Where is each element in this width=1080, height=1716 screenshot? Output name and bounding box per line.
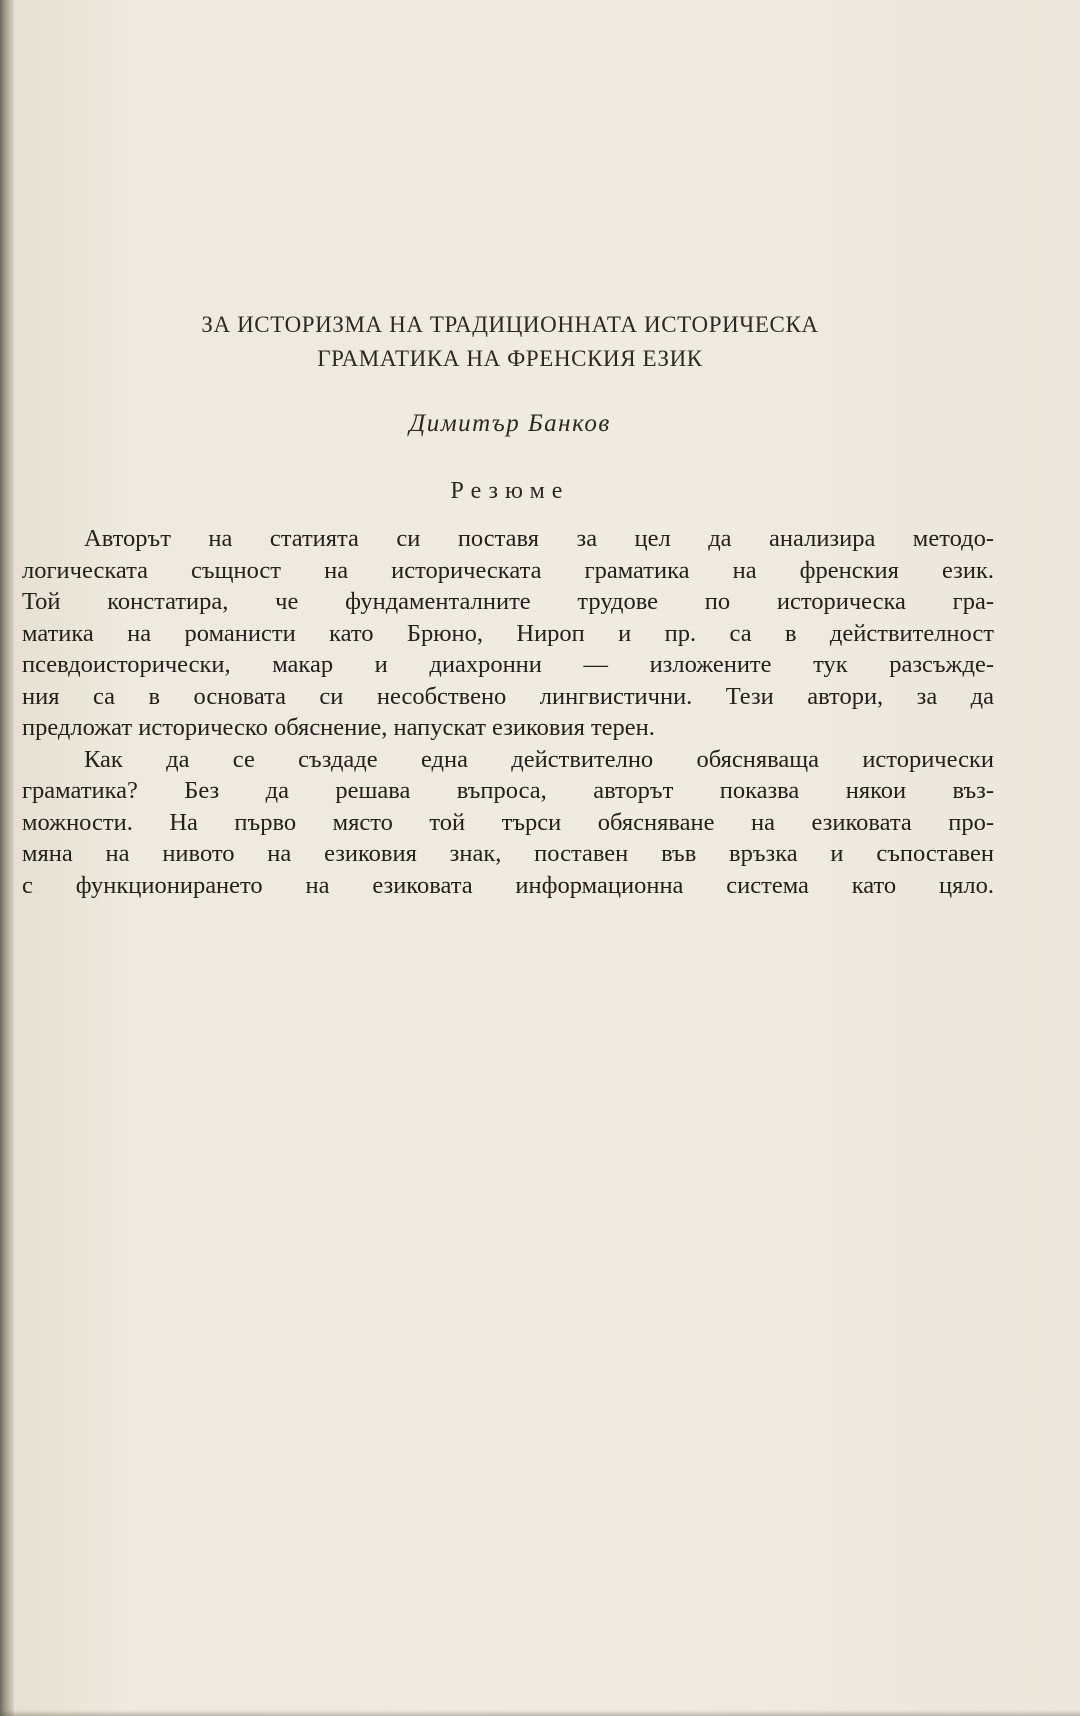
resume-heading: Резюме (450, 478, 570, 504)
text-line: логическата същност на историческата граматика на френския език. (22, 556, 994, 584)
text-line: Авторът на статията си поставя за цел да анализира методо- (84, 525, 994, 552)
text-line: псевдоисторически, макар и диахронни — изложените тук разсъжде- (22, 651, 994, 678)
abstract-body (22, 523, 994, 901)
abstract-paragraph-2 (22, 744, 994, 902)
text-line: мяна на нивото на езиковия знак, поставен във връзка и съпоставен (22, 840, 994, 867)
text-line: граматика? Без да решава въпроса, авторът показва някои въз- (22, 777, 994, 804)
article-title (160, 308, 860, 376)
text-line: можности. На първо място той търси обясняване на езиковата про- (22, 808, 994, 836)
author-name: Димитър Банков (409, 410, 611, 437)
text-line: с функционирането на езиковата информационна система като цяло. (22, 871, 994, 899)
text-line: предложат историческо обяснение, напускат езиковия терен. (22, 714, 655, 741)
text-line: Как да се създаде една действително обясняваща исторически (84, 745, 994, 773)
text-line: Той констатира, че фундаменталните трудове по историческа гра- (22, 588, 994, 615)
text-line: ния са в основата си несобствено лингвистични. Тези автори, за да (22, 682, 994, 710)
text-line: матика на романисти като Брюно, Нироп и пр. са в действителност (22, 619, 994, 647)
page-binding-edge (0, 0, 14, 1716)
page-bottom-edge (0, 1710, 1080, 1716)
title-line-2: ГРАМАТИКА НА ФРЕНСКИЯ ЕЗИК (317, 346, 703, 371)
title-line-1: ЗА ИСТОРИЗМА НА ТРАДИЦИОННАТА ИСТОРИЧЕСКА (201, 312, 819, 337)
abstract-paragraph-1 (22, 523, 994, 744)
